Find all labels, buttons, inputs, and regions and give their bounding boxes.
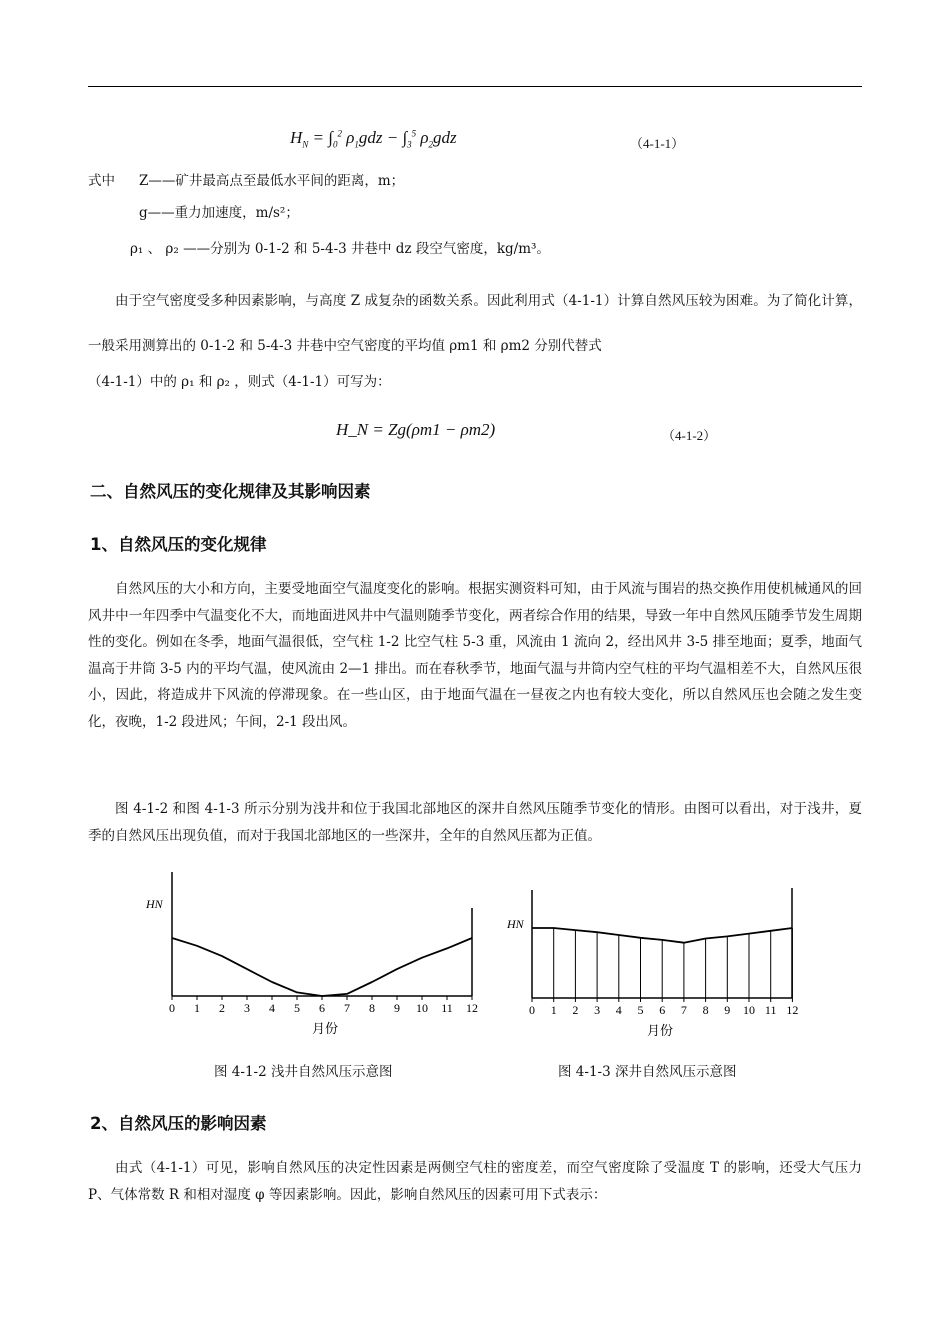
figure-4-1-3-caption: 图 4-1-3 深井自然风压示意图 [558,1064,737,1080]
chart-tick-label: 5 [637,1003,644,1017]
subsection-1-title: 1、自然风压的变化规律 [90,535,267,554]
chart-tick-label: 8 [702,1003,709,1017]
formula-4-1-2: H_N = Zg(ρm1 − ρm2) [336,420,496,439]
chart-tick-label: 10 [416,1001,428,1015]
formula-4-1-1: $H_N = \int_0^2$ $\rho_1gdz - \int_3^5$ $\rho_2gdz$ [290,128,457,150]
chart-tick-label: 6 [659,1003,666,1017]
chart-tick-label: 11 [441,1001,453,1015]
paragraph-factors: 由式（4-1-1）可见，影响自然风压的决定性因素是两侧空气柱的密度差，而空气密度除了受温度 T 的影响，还受大气压力 P、气体常数 R 和相对湿度 φ 等因素影响。因此，影响自然风压的因素可用下式表示： [88,1160,862,1203]
figure-4-1-2-caption: 图 4-1-2 浅井自然风压示意图 [214,1064,393,1080]
chart-tick-label: 11 [764,1003,777,1017]
chart-tick-label: 0 [169,1001,175,1015]
chart-tick-label: 7 [680,1003,687,1017]
chart-tick-label: 6 [319,1001,325,1015]
header-rule [88,86,862,87]
chart-tick-label: 3 [244,1001,250,1015]
chart-tick-label: 12 [466,1001,478,1015]
section-2-title: 二、自然风压的变化规律及其影响因素 [90,482,371,501]
chart-tick-label: 2 [572,1003,579,1017]
chart-tick-label: 9 [394,1001,400,1015]
definition-rho: ρ₁ 、 ρ₂ ——分别为 0-1-2 和 5-4-3 井巷中 dz 段空气密度，kg/m³。 [130,241,550,257]
chart-tick-label: 4 [269,1001,275,1015]
equation-number-2: （4-1-2） [662,428,717,443]
chart-tick-label: 9 [724,1003,731,1017]
chart-tick-label: 4 [615,1003,622,1017]
chart2-xlabel: 月份 [647,1023,674,1038]
deep-well-chart [505,880,805,1045]
chart-tick-label: 2 [219,1001,225,1015]
definition-prefix: 式中 [88,173,115,189]
chart1-xlabel: 月份 [312,1021,339,1036]
chart-tick-label: 8 [369,1001,375,1015]
chart-tick-label: 3 [594,1003,601,1017]
chart-series-line [172,938,472,996]
paragraph-figures: 图 4-1-2 和图 4-1-3 所示分别为浅井和位于我国北部地区的深井自然风压随季节变化的情形。由图可以看出，对于浅井，夏季的自然风压出现负值，而对于我国北部地区的一些深井，全年的自然风压都为正值。 [88,801,862,844]
chart-tick-label: 10 [743,1003,755,1017]
chart-tick-label: 5 [294,1001,300,1015]
chart-tick-label: 12 [786,1003,799,1017]
equation-number-1: （4-1-1） [630,136,685,151]
chart-tick-label: 0 [529,1003,535,1017]
chart-tick-label: 7 [344,1001,350,1015]
shallow-well-chart [140,868,490,1048]
chart-tick-label: 1 [550,1003,557,1017]
chart-series-line [532,928,792,943]
paragraph-density-end: （4-1-1）中的 ρ₁ 和 ρ₂ ，则式（4-1-1）可写为： [88,374,391,390]
paragraph-density: 由于空气密度受多种因素影响，与高度 Z 成复杂的函数关系。因此利用式（4-1-1）计算自然风压较为困难。为了简化计算，一般采用测算出的 0-1-2 和 5-4-3 井巷中空气密度的平均值 ρm1 和 ρm2 分别代替式 [88,293,862,354]
chart2-ylabel: HN [507,917,524,931]
chart1-ylabel: HN [146,897,163,911]
subsection-2-title: 2、自然风压的影响因素 [90,1114,267,1133]
definition-g: g——重力加速度，m/s²； [139,205,299,221]
definition-z: Z——矿井最高点至最低水平间的距离，m； [139,173,405,189]
chart-tick-label: 1 [194,1001,200,1015]
paragraph-variation: 自然风压的大小和方向，主要受地面空气温度变化的影响。根据实测资料可知，由于风流与围岩的热交换作用使机械通风的回风井中一年四季中气温变化不大，而地面进风井中气温则随季节变化，两者综合作用的结果，导致一年中自然风压随季节发生周期性的变化。例如在冬季，地面气温很低，空气柱 1-2 比空气柱 5-3 重，风流由 1 流向 2，经出风井 3-5 排至地面；夏季，地面气温高于井筒 3-5 内的平均气温，使风流由 2—1 排出。而在春秋季节，地面气温与井筒内空气柱的平均气温相差不大，自然风压很小，因此，将造成井下风流的停滞现象。在一些山区，由于地面气温在一昼夜之内也有较大变化，所以自然风压也会随之发生变化，夜晚，1-2 段进风；午间，2-1 段出风。 [88,581,862,730]
